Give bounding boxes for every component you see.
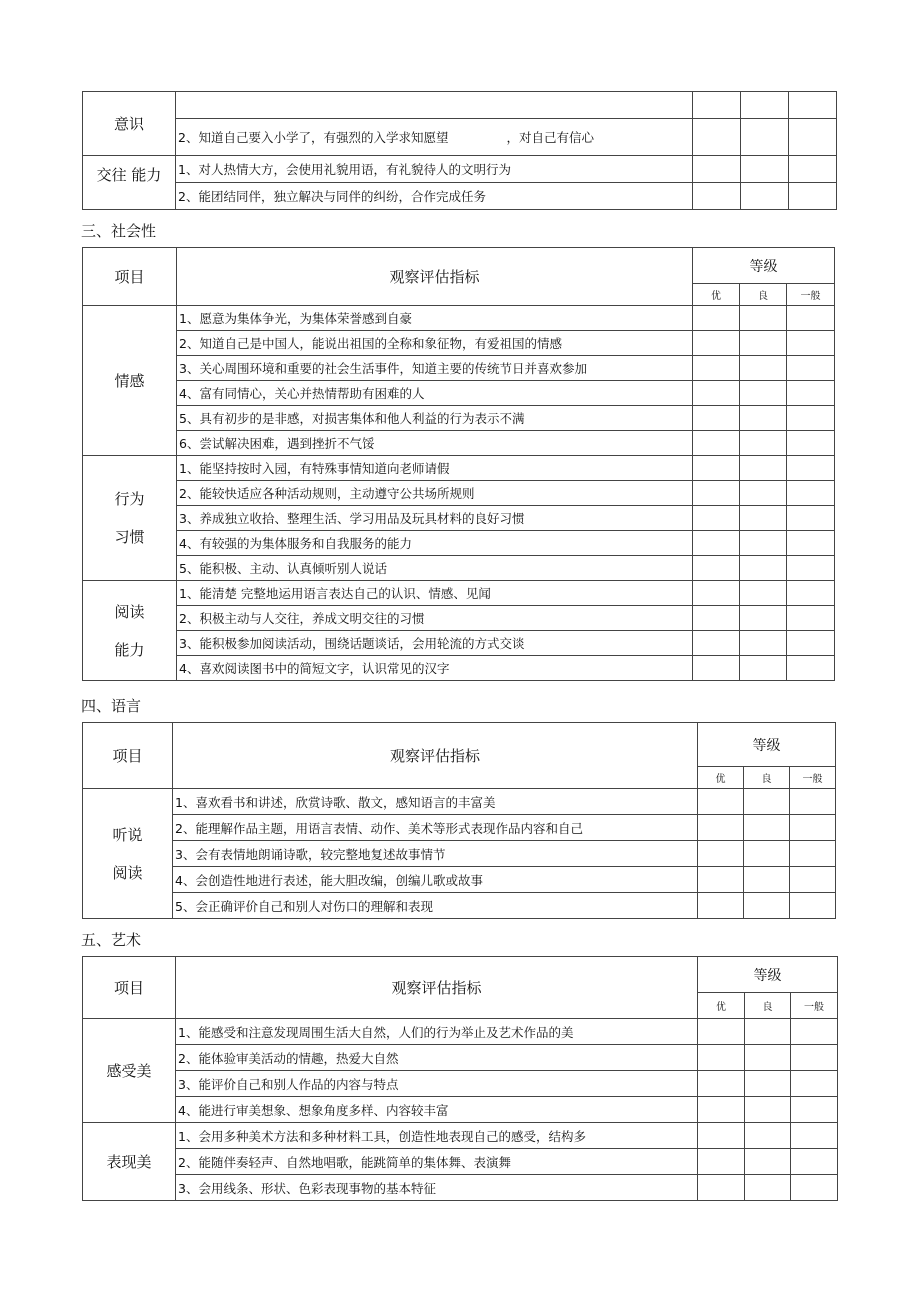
header-grade-average: 一般: [790, 767, 836, 789]
grade-cell[interactable]: [693, 183, 741, 210]
indicator-cell: 2、能随伴奏轻声、自然地唱歌，能跳简单的集体舞、表演舞: [176, 1149, 698, 1175]
grade-cell[interactable]: [789, 156, 837, 183]
grade-cell[interactable]: [693, 481, 740, 506]
header-indicator: 观察评估指标: [176, 957, 698, 1019]
grade-cell[interactable]: [740, 306, 787, 331]
grade-cell[interactable]: [787, 656, 835, 681]
grade-cell[interactable]: [740, 481, 787, 506]
grade-cell[interactable]: [787, 406, 835, 431]
grade-cell[interactable]: [744, 815, 790, 841]
grade-cell[interactable]: [791, 1123, 838, 1149]
indicator-cell: 3、会有表情地朗诵诗歌，较完整地复述故事情节: [173, 841, 698, 867]
grade-cell[interactable]: [741, 119, 789, 156]
grade-cell[interactable]: [787, 381, 835, 406]
grade-cell[interactable]: [787, 631, 835, 656]
grade-cell[interactable]: [787, 431, 835, 456]
grade-cell[interactable]: [787, 581, 835, 606]
indicator-cell: 3、会用线条、形状、色彩表现事物的基本特征: [176, 1175, 698, 1201]
header-indicator: 观察评估指标: [177, 248, 693, 306]
grade-cell[interactable]: [791, 1149, 838, 1175]
grade-cell[interactable]: [698, 1097, 745, 1123]
category-cell: [83, 789, 173, 919]
grade-cell[interactable]: [698, 815, 744, 841]
indicator-cell: 3、养成独立收拾、整理生活、学习用品及玩具材料的良好习惯: [177, 506, 693, 531]
grade-cell[interactable]: [740, 356, 787, 381]
grade-cell[interactable]: [741, 183, 789, 210]
grade-cell[interactable]: [693, 119, 741, 156]
indicator-cell: 4、喜欢阅读图书中的简短文字，认识常见的汉字: [177, 656, 693, 681]
grade-cell[interactable]: [740, 556, 787, 581]
grade-cell[interactable]: [693, 581, 740, 606]
grade-cell[interactable]: [791, 1097, 838, 1123]
grade-cell[interactable]: [740, 456, 787, 481]
header-item: 项目: [83, 248, 177, 306]
header-grade-average: 一般: [791, 993, 838, 1019]
grade-cell[interactable]: [787, 606, 835, 631]
category-label: 意识: [113, 114, 144, 133]
section-title-social: 三、社会性: [81, 222, 157, 240]
grade-cell[interactable]: [693, 92, 741, 119]
grade-cell[interactable]: [787, 456, 835, 481]
grade-cell[interactable]: [693, 306, 740, 331]
grade-cell[interactable]: [698, 1071, 745, 1097]
grade-cell[interactable]: [789, 183, 837, 210]
grade-cell[interactable]: [693, 456, 740, 481]
grade-cell[interactable]: [693, 431, 740, 456]
grade-cell[interactable]: [693, 606, 740, 631]
header-grade-excellent: 优: [698, 993, 745, 1019]
grade-cell[interactable]: [791, 1175, 838, 1201]
grade-cell[interactable]: [791, 1045, 838, 1071]
header-grade: 等级: [698, 723, 836, 767]
indicator-cell: 1、能坚持按时入园，有特殊事情知道向老师请假: [177, 456, 693, 481]
grade-cell[interactable]: [790, 893, 836, 919]
grade-cell[interactable]: [745, 1175, 791, 1201]
category-label: 能力: [114, 640, 145, 659]
indicator-cell: 5、能积极、主动、认真倾听别人说话: [177, 556, 693, 581]
grade-cell[interactable]: [791, 1071, 838, 1097]
category-label: 表现美: [106, 1152, 152, 1171]
indicator-cell: 2、能较快适应各种活动规则，主动遵守公共场所规则: [177, 481, 693, 506]
indicator-cell: 2、积极主动与人交往，养成文明交往的习惯: [177, 606, 693, 631]
grade-cell[interactable]: [693, 506, 740, 531]
grade-cell[interactable]: [698, 1149, 745, 1175]
indicator-cell: 1、能清楚 完整地运用语言表达自己的认识、情感、见闻: [177, 581, 693, 606]
table-continuation: [82, 91, 837, 210]
category-label: 听说: [112, 825, 143, 844]
header-grade-good: 良: [745, 993, 791, 1019]
category-cell: [83, 1019, 176, 1123]
indicator-cell: 4、会创造性地进行表述，能大胆改编，创编儿歌或故事: [173, 867, 698, 893]
grade-cell[interactable]: [790, 841, 836, 867]
header-grade-good: 良: [744, 767, 790, 789]
indicator-cell: 1、愿意为集体争光，为集体荣誉感到自豪: [177, 306, 693, 331]
grade-cell[interactable]: [791, 1019, 838, 1045]
header-item: 项目: [83, 723, 173, 789]
grade-cell[interactable]: [698, 789, 744, 815]
grade-cell[interactable]: [745, 1045, 791, 1071]
header-grade-average: 一般: [787, 284, 835, 306]
grade-cell[interactable]: [693, 556, 740, 581]
grade-cell[interactable]: [740, 531, 787, 556]
grade-cell[interactable]: [741, 92, 789, 119]
grade-cell[interactable]: [787, 531, 835, 556]
table-art: [82, 956, 838, 1201]
grade-cell[interactable]: [740, 581, 787, 606]
grade-cell[interactable]: [787, 556, 835, 581]
grade-cell[interactable]: [740, 606, 787, 631]
grade-cell[interactable]: [740, 331, 787, 356]
indicator-cell: 3、能积极参加阅读活动，围绕话题谈话，会用轮流的方式交谈: [177, 631, 693, 656]
grade-cell[interactable]: [745, 1097, 791, 1123]
indicator-cell: 2、知道自己是中国人，能说出祖国的全称和象征物，有爱祖国的情感: [177, 331, 693, 356]
grade-cell[interactable]: [740, 506, 787, 531]
category-cell: [83, 581, 177, 681]
header-grade-excellent: 优: [698, 767, 744, 789]
indicator-cell: 1、能感受和注意发现周围生活大自然，人们的行为举止及艺术作品的美: [176, 1019, 698, 1045]
grade-cell[interactable]: [744, 841, 790, 867]
header-grade-good: 良: [740, 284, 787, 306]
indicator-cell: 3、能评价自己和别人作品的内容与特点: [176, 1071, 698, 1097]
grade-cell[interactable]: [698, 1019, 745, 1045]
category-cell: [83, 306, 177, 456]
grade-cell[interactable]: [693, 631, 740, 656]
grade-cell[interactable]: [741, 156, 789, 183]
grade-cell[interactable]: [745, 1123, 791, 1149]
section-title-art: 五、艺术: [81, 931, 142, 949]
header-item: 项目: [83, 957, 176, 1019]
grade-cell[interactable]: [790, 815, 836, 841]
section-title-language: 四、语言: [81, 697, 142, 715]
indicator-cell: 1、喜欢看书和讲述，欣赏诗歌、散文，感知语言的丰富美: [173, 789, 698, 815]
grade-cell[interactable]: [693, 656, 740, 681]
category-cell: [83, 156, 176, 210]
grade-cell[interactable]: [787, 481, 835, 506]
grade-cell[interactable]: [698, 867, 744, 893]
indicator-cell: 4、有较强的为集体服务和自我服务的能力: [177, 531, 693, 556]
grade-cell[interactable]: [740, 406, 787, 431]
grade-cell[interactable]: [698, 1123, 745, 1149]
indicator-cell: 2、能团结同伴，独立解决与同伴的纠纷，合作完成任务: [176, 183, 693, 210]
category-cell: [83, 456, 177, 581]
header-grade: 等级: [693, 248, 835, 284]
indicator-cell: 4、富有同情心，关心并热情帮助有困难的人: [177, 381, 693, 406]
grade-cell[interactable]: [745, 1071, 791, 1097]
grade-cell[interactable]: [740, 381, 787, 406]
header-grade-excellent: 优: [693, 284, 740, 306]
grade-cell[interactable]: [693, 531, 740, 556]
indicator-cell: 4、能进行审美想象、想象角度多样、内容较丰富: [176, 1097, 698, 1123]
indicator-cell: 5、会正确评价自己和别人对伤口的理解和表现: [173, 893, 698, 919]
category-label: 阅读: [114, 602, 145, 621]
indicator-cell: [176, 92, 693, 119]
category-label: 感受美: [106, 1061, 152, 1080]
category-cell: [83, 92, 176, 156]
indicator-cell: 6、尝试解决困难，遇到挫折不气馁: [177, 431, 693, 456]
category-label: 交往 能力: [96, 166, 162, 184]
grade-cell[interactable]: [745, 1149, 791, 1175]
grade-cell[interactable]: [789, 119, 837, 156]
table-language: [82, 722, 836, 919]
indicator-cell: 1、对人热情大方，会使用礼貌用语，有礼貌待人的文明行为: [176, 156, 693, 183]
grade-cell[interactable]: [787, 506, 835, 531]
indicator-cell: 2、能理解作品主题，用语言表情、动作、美术等形式表现作品内容和自己: [173, 815, 698, 841]
grade-cell[interactable]: [740, 431, 787, 456]
grade-cell[interactable]: [698, 893, 744, 919]
grade-cell[interactable]: [698, 1045, 745, 1071]
grade-cell[interactable]: [744, 867, 790, 893]
grade-cell[interactable]: [745, 1019, 791, 1045]
grade-cell[interactable]: [789, 92, 837, 119]
category-label: 习惯: [114, 528, 145, 546]
grade-cell[interactable]: [744, 893, 790, 919]
header-grade: 等级: [698, 957, 838, 993]
indicator-cell: 1、会用多种美术方法和多种材料工具，创造性地表现自己的感受，结构多: [176, 1123, 698, 1149]
grade-cell[interactable]: [787, 356, 835, 381]
grade-cell[interactable]: [693, 381, 740, 406]
grade-cell[interactable]: [790, 867, 836, 893]
category-label: 情感: [114, 371, 145, 390]
indicator-cell: 3、关心周围环境和重要的社会生活事件，知道主要的传统节日并喜欢参加: [177, 356, 693, 381]
indicator-cell: [176, 119, 693, 156]
grade-cell[interactable]: [790, 789, 836, 815]
grade-cell[interactable]: [693, 406, 740, 431]
category-label: 行为: [114, 490, 145, 508]
grade-cell[interactable]: [787, 306, 835, 331]
indicator-text: ，对自己有信心: [506, 130, 594, 145]
grade-cell[interactable]: [698, 1175, 745, 1201]
indicator-cell: 2、能体验审美活动的情趣，热爱大自然: [176, 1045, 698, 1071]
grade-cell[interactable]: [740, 656, 787, 681]
category-cell: [83, 1123, 176, 1201]
grade-cell[interactable]: [698, 841, 744, 867]
header-indicator: 观察评估指标: [173, 723, 698, 789]
category-label: 阅读: [112, 863, 143, 882]
grade-cell[interactable]: [693, 356, 740, 381]
grade-cell[interactable]: [693, 156, 741, 183]
table-social: [82, 247, 835, 681]
grade-cell[interactable]: [693, 331, 740, 356]
indicator-cell: 5、具有初步的是非感，对损害集体和他人利益的行为表示不满: [177, 406, 693, 431]
indicator-text: 2、知道自己要入小学了，有强烈的入学求知愿望: [178, 130, 449, 145]
grade-cell[interactable]: [744, 789, 790, 815]
grade-cell[interactable]: [740, 631, 787, 656]
grade-cell[interactable]: [787, 331, 835, 356]
